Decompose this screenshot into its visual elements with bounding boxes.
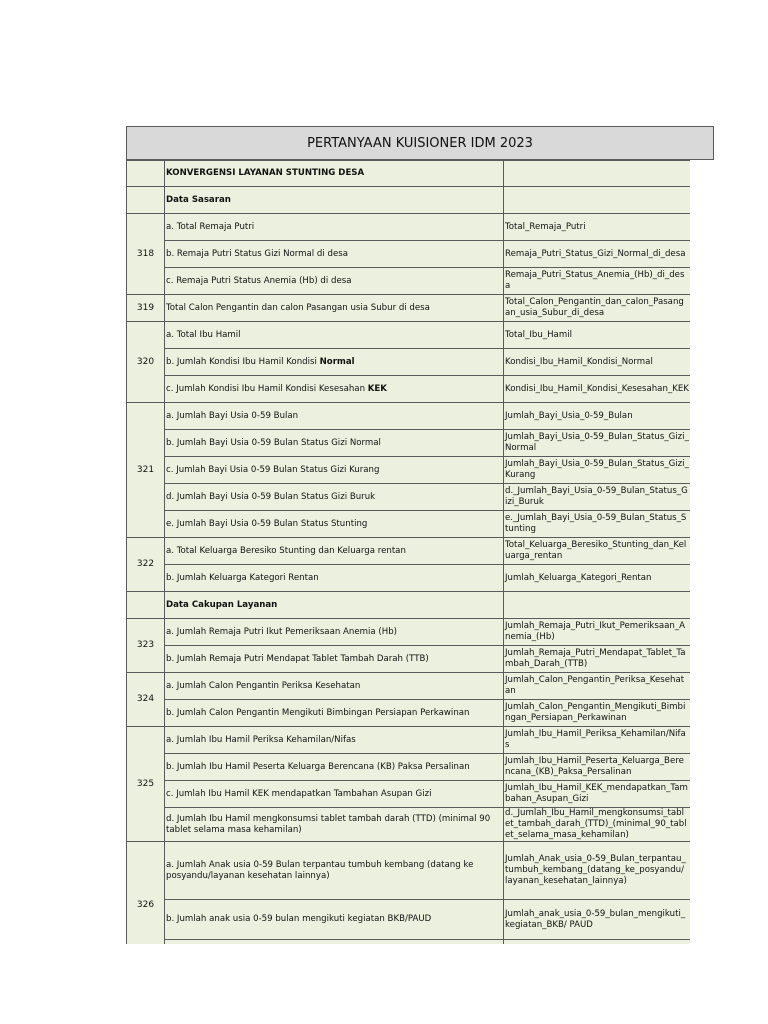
question-text — [165, 214, 504, 241]
question-text — [165, 940, 504, 945]
question-text — [165, 842, 504, 900]
table-row — [127, 700, 691, 727]
question-text — [165, 619, 504, 646]
section-heading: Data Sasaran — [165, 187, 504, 214]
question-number: 324 — [127, 673, 165, 727]
question-label: a. Jumlah Anak usia 0-59 Bulan terpantau tumbuh kembang (datang ke posyandu/layanan kesehatan lainnya) — [166, 859, 474, 881]
table-row — [127, 900, 691, 940]
question-label: c. Remaja Putri Status Anemia (Hb) di desa — [166, 275, 352, 286]
question-number: 326 — [127, 842, 165, 945]
table-row — [127, 214, 691, 241]
table-row — [127, 349, 691, 376]
table-row — [127, 430, 691, 457]
variable-name: Jumlah_Ibu_Hamil_Peserta_Keluarga_Berencana_(KB)_Paksa_Persalinan — [504, 754, 691, 781]
question-number: 322 — [127, 538, 165, 592]
value-cell — [504, 187, 691, 214]
variable-name: Remaja_Putri_Status_Anemia_(Hb)_di_desa — [504, 268, 691, 295]
table-row — [127, 241, 691, 268]
table-row — [127, 295, 691, 322]
number-cell — [127, 187, 165, 214]
question-label: c. Jumlah Kondisi Ibu Hamil Kondisi Kesesahan — [166, 383, 368, 394]
question-label: a. Total Ibu Hamil — [166, 329, 241, 340]
question-label: b. Jumlah Kondisi Ibu Hamil Kondisi — [166, 356, 320, 367]
question-text — [165, 430, 504, 457]
question-text — [165, 900, 504, 940]
question-text — [165, 322, 504, 349]
question-number: 320 — [127, 322, 165, 403]
question-text — [165, 484, 504, 511]
question-label: b. Jumlah anak usia 0-59 bulan mengikuti kegiatan BKB/PAUD — [166, 914, 432, 924]
table-row — [127, 457, 691, 484]
table-row — [127, 268, 691, 295]
variable-name: Kondisi_Ibu_Hamil_Kondisi_Kesesahan_KEK — [504, 376, 691, 403]
table-row — [127, 565, 691, 592]
question-emphasis: KEK — [367, 383, 387, 394]
table-row — [127, 403, 691, 430]
question-text — [165, 808, 504, 842]
variable-name: e._Jumlah_Bayi_Usia_0-59_Bulan_Status_Stunting — [504, 511, 691, 538]
variable-name: Jumlah_Bayi_Usia_0-59_Bulan — [504, 403, 691, 430]
question-label: a. Jumlah Calon Pengantin Periksa Kesehatan — [166, 680, 361, 691]
section-row — [127, 161, 691, 187]
table-viewport — [126, 160, 690, 944]
question-text — [165, 781, 504, 808]
variable-name: Total_Ibu_Hamil — [504, 322, 691, 349]
question-text — [165, 268, 504, 295]
variable-name: Jumlah_Bayi_Usia_0-59_Bulan_Status_Gizi_Normal — [504, 430, 691, 457]
table-row — [127, 673, 691, 700]
table-row — [127, 322, 691, 349]
variable-name: Jumlah_Ibu_Hamil_KEK_mendapatkan_Tambahan_Asupan_Gizi — [504, 781, 691, 808]
question-label: c. Jumlah Bayi Usia 0-59 Bulan Status Gizi Kurang — [166, 464, 380, 475]
question-text — [165, 646, 504, 673]
question-text — [165, 349, 504, 376]
variable-name: Jumlah_Anak_usia_0-59_Bulan_terpantau_tumbuh_kembang_(datang_ke_posyandu/ layanan_kesehatan_lainnya) — [504, 842, 691, 900]
table-row — [127, 646, 691, 673]
question-label: a. Jumlah Remaja Putri Ikut Pemeriksaan Anemia (Hb) — [166, 626, 398, 637]
question-text — [165, 565, 504, 592]
table-row — [127, 538, 691, 565]
variable-name: Jumlah_Keluarga_Kategori_Rentan — [504, 565, 691, 592]
question-label: a. Total Keluarga Beresiko Stunting dan Keluarga rentan — [166, 545, 406, 556]
question-text — [165, 727, 504, 754]
question-label: c. Jumlah Ibu Hamil KEK mendapatkan Tambahan Asupan Gizi — [166, 788, 432, 799]
variable-name: Jumlah_Calon_Pengantin_Mengikuti_Bimbingan_Persiapan_Perkawinan — [504, 700, 691, 727]
question-text — [165, 511, 504, 538]
question-label: b. Jumlah Keluarga Kategori Rentan — [166, 572, 319, 583]
question-text — [165, 700, 504, 727]
table-row — [127, 808, 691, 842]
variable-name: Total_Remaja_Putri — [504, 214, 691, 241]
question-number: 325 — [127, 727, 165, 842]
question-label: e. Jumlah Bayi Usia 0-59 Bulan Status Stunting — [166, 518, 368, 529]
variable-name: Jumlah_Remaja_Putri_Ikut_Pemeriksaan_Anemia_(Hb) — [504, 619, 691, 646]
question-text — [165, 295, 504, 322]
number-cell — [127, 161, 165, 187]
table-row — [127, 754, 691, 781]
variable-name — [504, 940, 691, 945]
page-title: PERTANYAAN KUISIONER IDM 2023 — [126, 126, 714, 160]
question-label: b. Jumlah Ibu Hamil Peserta Keluarga Berencana (KB) Paksa Persalinan — [166, 761, 470, 772]
variable-name: Jumlah_Ibu_Hamil_Periksa_Kehamilan/Nifas — [504, 727, 691, 754]
variable-name: d._Jumlah_Bayi_Usia_0-59_Bulan_Status_Gizi_Buruk — [504, 484, 691, 511]
variable-name: Jumlah_Bayi_Usia_0-59_Bulan_Status_Gizi_Kurang — [504, 457, 691, 484]
question-label: b. Jumlah Bayi Usia 0-59 Bulan Status Gizi Normal — [166, 437, 381, 448]
section-row — [127, 592, 691, 619]
variable-name: Jumlah_Remaja_Putri_Mendapat_Tablet_Tambah_Darah_(TTB) — [504, 646, 691, 673]
question-number: 323 — [127, 619, 165, 673]
table-row — [127, 511, 691, 538]
table-row — [127, 781, 691, 808]
question-label: a. Total Remaja Putri — [166, 221, 255, 232]
question-label: d. Jumlah Ibu Hamil mengkonsumsi tablet tambah darah (TTD) (minimal 90 tablet selama masa kehamilan) — [166, 813, 491, 835]
question-text — [165, 241, 504, 268]
question-label: b. Remaja Putri Status Gizi Normal di desa — [166, 248, 348, 259]
question-text — [165, 538, 504, 565]
table-row — [127, 842, 691, 900]
value-cell — [504, 592, 691, 619]
question-number: 318 — [127, 214, 165, 295]
variable-name: Kondisi_Ibu_Hamil_Kondisi_Normal — [504, 349, 691, 376]
question-text — [165, 376, 504, 403]
variable-name: Jumlah_anak_usia_0-59_bulan_mengikuti_kegiatan_BKB/ PAUD — [504, 900, 691, 940]
table-body — [127, 161, 691, 945]
value-cell — [504, 161, 691, 187]
question-text — [165, 403, 504, 430]
question-emphasis: Normal — [319, 356, 355, 367]
table-row — [127, 376, 691, 403]
variable-name: Total_Calon_Pengantin_dan_calon_Pasangan_usia_Subur_di_desa — [504, 295, 691, 322]
section-row — [127, 187, 691, 214]
questionnaire-table — [126, 160, 690, 944]
section-heading: Data Cakupan Layanan — [165, 592, 504, 619]
question-label: d. Jumlah Bayi Usia 0-59 Bulan Status Gizi Buruk — [166, 491, 376, 502]
question-label: a. Jumlah Bayi Usia 0-59 Bulan — [166, 410, 299, 421]
question-number: 319 — [127, 295, 165, 322]
table-row — [127, 619, 691, 646]
table-row — [127, 940, 691, 945]
table-row — [127, 484, 691, 511]
variable-name: Jumlah_Calon_Pengantin_Periksa_Kesehatan — [504, 673, 691, 700]
number-cell — [127, 592, 165, 619]
question-label: a. Jumlah Ibu Hamil Periksa Kehamilan/Nifas — [166, 734, 356, 745]
variable-name: d._Jumlah_Ibu_Hamil_mengkonsumsi_tablet_tambah_darah_(TTD)_(minimal_90_tablet_selama_masa_kehamilan) — [504, 808, 691, 842]
question-text — [165, 754, 504, 781]
table-row — [127, 727, 691, 754]
question-text — [165, 457, 504, 484]
question-label: Total Calon Pengantin dan calon Pasangan usia Subur di desa — [166, 302, 430, 313]
question-number: 321 — [127, 403, 165, 538]
question-label: b. Jumlah Remaja Putri Mendapat Tablet Tambah Darah (TTB) — [166, 653, 429, 664]
variable-name: Total_Keluarga_Beresiko_Stunting_dan_Keluarga_rentan — [504, 538, 691, 565]
question-text — [165, 673, 504, 700]
question-label: b. Jumlah Calon Pengantin Mengikuti Bimbingan Persiapan Perkawinan — [166, 707, 470, 718]
section-heading: KONVERGENSI LAYANAN STUNTING DESA — [165, 161, 504, 187]
variable-name: Remaja_Putri_Status_Gizi_Normal_di_desa — [504, 241, 691, 268]
